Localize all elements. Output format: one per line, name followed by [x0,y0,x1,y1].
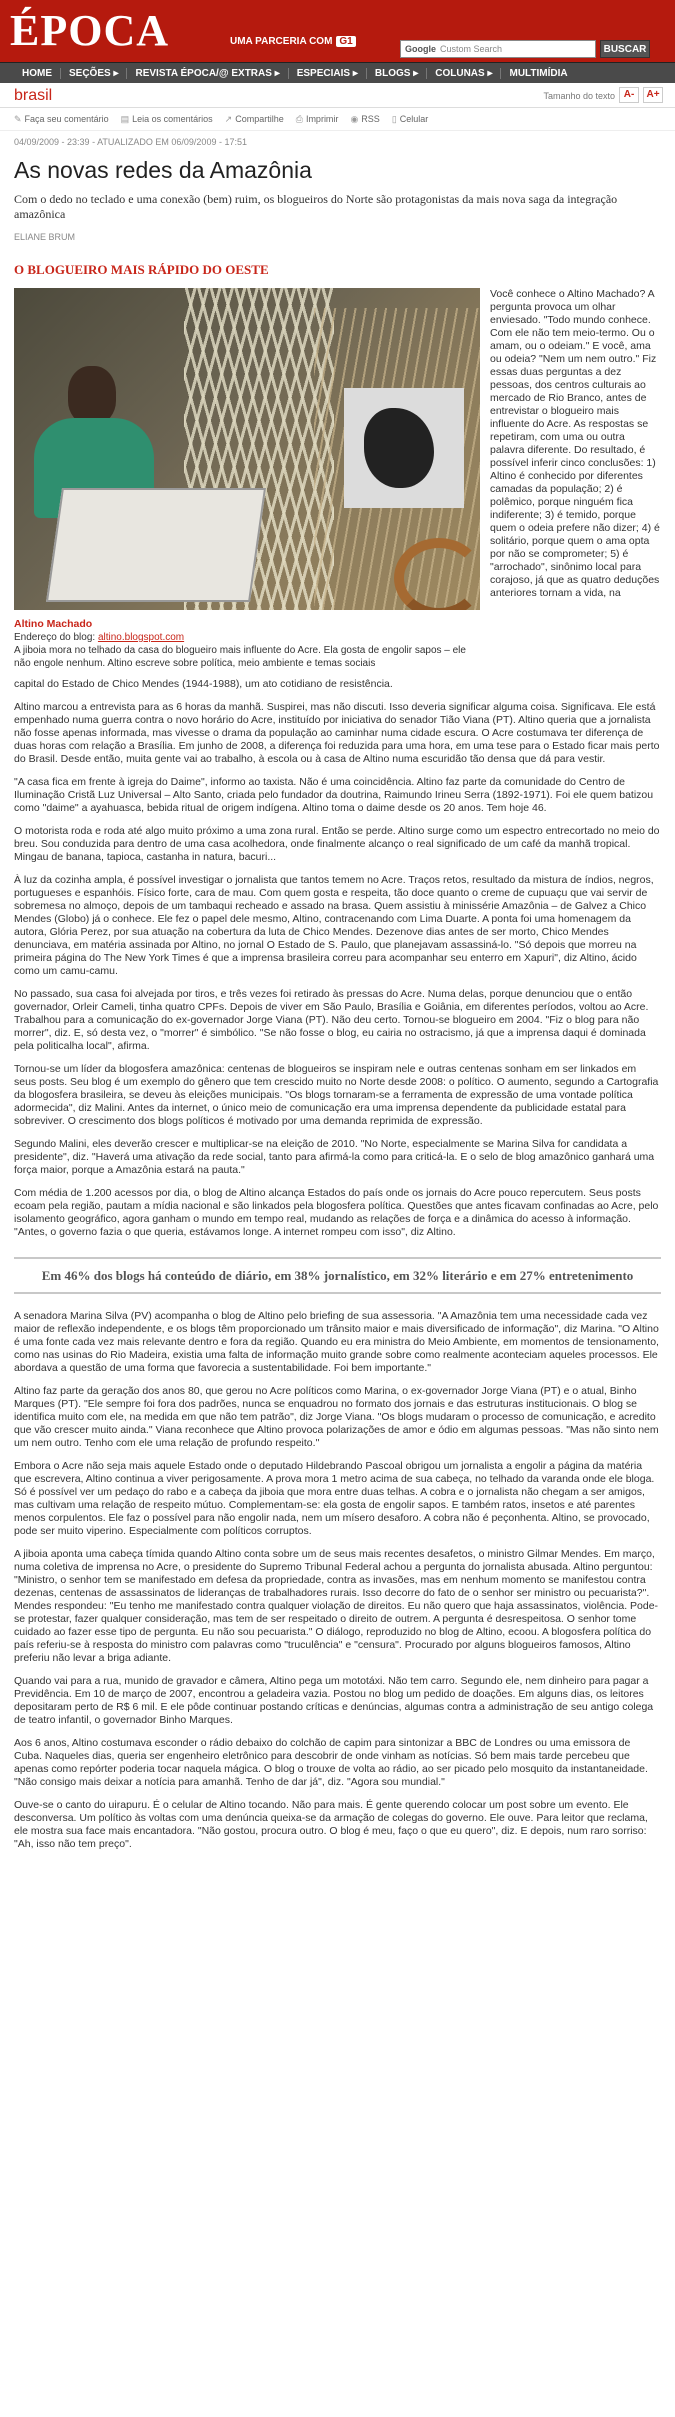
rss-button[interactable]: ◉ RSS [350,113,380,124]
body-paragraph: Altino faz parte da geração dos anos 80, que gerou no Acre políticos como Marina, o ex-governador Jorge Viana (PT) e o atual, Binho Marques (PT). "Ele sempre foi fora dos padrões, nunca se enquadrou no formato dos jornais e das estruturas institucionais. O blog se identifica muito com ele, na medida em que não tem patrão", diz Jorge Viana. "Os blogs mudaram o processo de comunicação, e acredito que vão crescer muito ainda." Viana reconhece que Altino provoca polarizações de amor e ódio em algumas pessoas. "Mas não sinto nem um nem outro. Tenho com ele uma relação de profundo respeito." [14,1385,659,1449]
article-subtitle: Com o dedo no teclado e uma conexão (bem) ruim, os blogueiros do Norte são protagonistas da mais nova saga da integração amazônica [14,192,618,221]
nav-item-home[interactable]: HOME [14,68,61,79]
article-author[interactable]: ELIANE BRUM [14,232,76,242]
section-name[interactable]: brasil [14,87,53,104]
read-comments-button[interactable]: ▤ Leia os comentários [120,113,213,124]
comment-icon: ✎ [14,113,22,124]
photo-caption [14,618,480,670]
share-button[interactable]: ↗ Compartilhe [224,113,284,124]
partnership-label: UMA PARCERIA COM G1 [230,36,356,47]
nav-item-colunas[interactable]: COLUNAS ▸ [427,68,501,79]
body-paragraph: Embora o Acre não seja mais aquele Estado onde o deputado Hildebrando Pascoal obrigou um jornalista a engolir a página da matéria que escrevera, Altino continua a viver perigosamente. A prova mora 1 metro acima de sua cabeça, no telhado da varanda onde ele bloga. Só é possível ver um pedaço do rabo e a cabeça da jiboia que mora entre duas telhas. A cobra e o jornalista não chegam a ser amigos, mas cultivam uma relação de respeito mútuo. Complementam-se: ela gosta de engolir sapos. E também ratos, insetos e até parentes menos corpulentos. Ele faz o possível para não engolir nada, nem um mísero desaforo. A cobra não é peçonhenta. Altino, se provocado, pode ser muito viperino. Especialmente com políticos corruptos. [14,1460,655,1537]
body-paragraph: Com média de 1.200 acessos por dia, o blog de Altino alcança Estados do país onde os jornais do Acre pouco repercutem. Seus posts ecoam pela região, pautam a mídia nacional e são linkados pela blogosfera política. Questões que antes ficavam confinadas ao Acre, pelo isolamento geográfico, agora ganham o mundo em tempo real, mudando as relações de força e a dinâmica do acesso à informação. "Antes, o governo fazia o que queria, estávamos longe. A internet rompeu com isso", diz Altino. [14,1187,659,1238]
body-paragraph: O motorista roda e roda até algo muito próximo a uma zona rural. Então se perde. Altino surge como um espectro entrecortado no meio do breu. Sou conduzida para dentro de uma casa acolhedora, onde finalmente alcanço o real significado de um café da manhã tropical. Mingau de banana, tapioca, castanha in natura, bacuri... [14,825,660,863]
continuation-paragraph: capital do Estado de Chico Mendes (1944-1988), um ato cotidiano de resistência. [14,678,393,690]
body-paragraph: "A casa fica em frente à igreja do Daime", informo ao taxista. Não é uma coincidência. Altino faz parte da comunidade do Centro de Iluminação Cristã Luz Universal – Alto Santo, criada pelo fundador da doutrina, Raimundo Irineu Serra (1892-1971). Foi ele quem batizou como "daime" a ayahuasca, bebida ritual de origem indígena. Altino toma o daime desde os 20 anos. Tem hoje 46. [14,776,654,814]
search-input[interactable]: Google Custom Search [400,40,596,58]
body-paragraph: Quando vai para a rua, munido de gravador e câmera, Altino pega um mototáxi. Não tem carro. Segundo ele, nem dinheiro para pagar a Previdência. Em 10 de março de 2007, encontrou a geladeira vazia. Postou no blog um pedido de doações. Em alguns dias, os leitores depositaram perto de R$ 6 mil. E ele pôde continuar postando críticas e denúncias, algumas contra a administração de seu antigo colega de teatro infantil, o governador Binho Marques. [14,1675,654,1726]
increase-text-button[interactable]: A+ [643,87,663,103]
caption-description: A jiboia mora no telhado da casa do blogueiro mais influente do Acre. Ela gosta de engolir sapos – ele não engole nenhum. Altino escreve sobre política, meio ambiente e temas sociais [14,645,466,669]
article-photo [14,288,480,610]
decrease-text-button[interactable]: A- [619,87,639,103]
body-paragraph: Altino marcou a entrevista para as 6 horas da manhã. Suspirei, mas não discuti. Isso deveria significar alguma coisa. Significava. Ele está empenhado numa guerra contra o novo horário do Acre, instituído por iniciativa do senador Tião Viana (PT). Altino queria que a jornalista não fosse apenas informada, mas vivesse o drama da população ao caminhar numa cidade escura. O Acre costumava ter diferença de duas horas com relação a Brasília. Em junho de 2008, a diferença foi reduzida para uma hora, em uma tese para o Estado ficar mais perto do Brasil. Desde então, muita gente vai ao trabalho, à escola ou à casa de Altino numa escuridão tão densa que dá para vestir. [14,701,660,765]
laptop-image [46,488,266,602]
nav-item-revista[interactable]: REVISTA ÉPOCA/@ EXTRAS ▸ [127,68,288,79]
nav-item-multimidia[interactable]: MULTIMÍDIA [509,67,568,79]
comments-icon: ▤ [120,113,130,124]
print-button[interactable]: ⎙ Imprimir [295,113,339,124]
pull-quote: Em 46% dos blogs há conteúdo de diário, em 38% jornalístico, em 32% literário e em 27% entretenimento [14,1257,661,1294]
mobile-button[interactable]: ▯ Celular [391,113,429,124]
article-figure [14,288,480,670]
body-paragraph: Ouve-se o canto do uirapuru. É o celular de Altino tocando. Não para mais. É gente querendo colocar um post sobre um evento. Ele desconversa. Um político às voltas com uma denúncia queixa-se da armação de colegas do governo. Ele ouve. Para leitor que reclama, ele mostra sua face mais encantadora. "Não gostou, procura outro. O blog é meu, faço o que eu quero", diz. E depois, num raro sorriso: "Ah, isso não tem preço". [14,1799,648,1850]
nav-item-blogs[interactable]: BLOGS ▸ [367,68,427,79]
caption-name: Altino Machado [14,618,93,630]
caption-blog-line: Endereço do blog: altino.blogspot.com [14,632,185,643]
article-section-head: O BLOGUEIRO MAIS RÁPIDO DO OESTE [14,262,269,277]
body-paragraph: Tornou-se um líder da blogosfera amazônica: centenas de blogueiros se inspiram nele e outras centenas sonham em ser linkados em seus posts. Seu blog é um exemplo do gênero que tem crescido muito no Norte desde 2008: o político. O aumento, segundo a Cartografia da blogosfera brasileira, se deveu às eleições municipais. "Os blogs tornaram-se a ferramenta de expressão de uma vontade política adormecida", diz Malini. Antes da internet, o único meio de comunicação era uma imprensa dependente da publicidade estatal para sobreviver. O crescimento dos blogs políticos é motivado por uma demanda reprimida de expressão. [14,1063,659,1127]
print-icon: ⎙ [295,113,303,124]
article-dates: 04/09/2009 - 23:39 - ATUALIZADO EM 06/09/2009 - 17:51 [14,137,247,147]
main-nav [0,62,675,83]
google-label: Google [405,44,436,54]
snake-image [394,538,480,610]
comment-button[interactable]: ✎ Faça seu comentário [14,113,109,124]
article-toolbar [0,108,675,131]
article-body [14,288,661,1851]
nav-item-especiais[interactable]: ESPECIAIS ▸ [289,68,367,79]
text-size-label: Tamanho do texto [543,91,615,101]
mobile-icon: ▯ [391,113,397,124]
body-paragraph: Aos 6 anos, Altino costumava esconder o rádio debaixo do colchão de capim para sintonizar a BBC de Londres ou uma emissora de Cuba. Naqueles dias, queria ser engenheiro eletrônico para descobrir de onde vinham as notícias. Só bem mais tarde percebeu que apenas como repórter poderia tocar naquela mágica. O blog o trouxe de volta ao rádio, ao ser picado pelo mosquito da instantaneidade. "Não consigo mais deixar a notícia para amanhã. Tenho de dar já", diz. "Agora sou mundial." [14,1737,648,1788]
body-paragraph: No passado, sua casa foi alvejada por tiros, e três vezes foi retirado às pressas do Acre. Numa delas, porque denunciou que o então governador, Orleir Cameli, tinha quatro CPFs. Depois de viver em São Paulo, Brasília e Goiânia, em diferentes períodos, voltou ao Acre. Trabalhou para a comunicação do ex-governador Jorge Viana (PT). Não deu certo. Tornou-se blogueiro em 2004. "Fiz o blog para não morrer", diz. E, só desta vez, o "morrer" é simbólico. "Se não fosse o blog, eu cairia no ostracismo, já que a imprensa daqui é dominada pela politicalha local", afirma. [14,988,649,1052]
article-title: As novas redes da Amazônia [14,157,312,183]
rss-icon: ◉ [350,113,359,124]
body-paragraph: A senadora Marina Silva (PV) acompanha o blog de Altino pelo briefing de sua assessoria. "A Amazônia tem uma necessidade cada vez maior de reflexão independente, e os blogs têm proporcionado um trânsito maior e mais diversificado de informação", diz Marina. "O Altino é uma fonte cada vez mais relevante dentro e fora da região. Quando eu era ministra do Meio Ambiente, em momentos de tensionamento, como nas usinas do Rio Madeira, existia uma falta de informação muito grande sobre como realmente aconteciam aqueles processos. Ele abordava a questão de uma forma que favorecia a sustentabilidade. Foi bem importante." [14,1310,659,1374]
site-header [0,0,675,62]
body-paragraph: A jiboia aponta uma cabeça tímida quando Altino conta sobre um de seus mais recentes desafetos, o ministro Gilmar Mendes. Em março, numa coletiva de imprensa no Acre, o presidente do Supremo Tribunal Federal achou a pergunta do jornalista abusada. Altino perguntou: "Ministro, o senhor tem se manifestado em defesa da propriedade, contra as invasões, mas em nenhum momento se manifestou contra dezenas, centenas de assassinatos de lideranças de trabalhadores rurais. Isso decorre do fato de o senhor ser ministro ou pecuarista?". Mendes respondeu: "Eu tenho me manifestado contra qualquer violação de direitos. Eu não quero que haja assassinatos, violência. Pode-se protestar, fazer qualquer consideração, mas tem de ser respeitado o direito de outrem. A pergunta é desrespeitosa. O senhor tome cuidado ao fazer esse tipo de pergunta. Eu não sou pecuarista." O diálogo, reproduzido no blog de Altino, ecoou. A blogosfera política do país referiu-se à resposta do ministro com palavras como "truculência" e "censura". Procurado por alguns blogueiros famosos, Altino preferiu não levar a briga adiante. [14,1548,659,1664]
body-paragraph: À luz da cozinha ampla, é possível investigar o jornalista que tantos temem no Acre. Traços retos, resultado da mistura de índios, negros, portugueses e espanhóis. Físico forte, cara de mau. Com quem gosta e respeita, tão doce quanto o creme de cupuaçu que vai servir de sobremesa no almoço, depois de um tambaqui recheado e assado na brasa. Quem assistiu à minissérie Amazônia – de Galvez a Chico Mendes (Globo) já o conhece. Ele fez o papel dele mesmo, Altino, contracenando com Lima Duarte. A ponta foi uma homenagem da autora, Glória Perez, por sua atuação na cobertura da luta de Chico Mendes. Dezenove dias antes de ser morto, Chico Mendes denunciava, em matéria assinada por Altino, no jornal O Estado de S. Paulo, que planejavam assassiná-lo. "Só depois que morreu na primeira página do The New York Times é que a imprensa brasileira correu para acompanhar seu enterro em Xapuri", diz Altino, ácido como um camu-camu. [14,874,654,977]
side-text: Você conhece o Altino Machado? A pergunta provoca um olhar enviesado. "Todo mundo conhece. Com ele não tem meio-termo. Ou o amam, ou o odeiam." E você, ama ou odeia? "Nem um nem outro." Fiz essas duas perguntas a dez pessoas, dos centros culturais ao mercado de Rio Branco, antes de entrevistar o blogueiro mais influente do Acre. As respostas se repetiram, com uma ou outra palavra diferente. Do resultado, é possível inferir cinco conclusões: 1) Altino é conhecido por diferentes camadas da população; 2) é polêmico, porque ninguém fica indiferente; 3) é temido, porque quem o odeia prefere não dizer; 4) é solitário, porque quem o ama opta por não se comprometer; 5) é "arrochado", sinônimo local para corajoso, já que as quatro deduções anteriores tornam a vida, na [490,288,660,599]
section-bar [0,83,675,108]
blog-link[interactable]: altino.blogspot.com [97,632,185,643]
search-button[interactable]: BUSCAR [600,40,650,58]
share-icon: ↗ [224,113,233,124]
body-paragraph: Segundo Malini, eles deverão crescer e multiplicar-se na eleição de 2010. "No Norte, especialmente se Marina Silva for candidata a presidente", diz. "Haverá uma ativação da rede social, tanto para afirmá-la como para criticá-la. E o selo de blog amazônico ganhará uma força maior, porque a Amazônia estará na pauta." [14,1138,655,1176]
nav-item-secoes[interactable]: SEÇÕES ▸ [61,68,127,79]
epoca-logo[interactable]: ÉPOCA [10,6,169,55]
g1-logo[interactable]: G1 [336,36,355,47]
